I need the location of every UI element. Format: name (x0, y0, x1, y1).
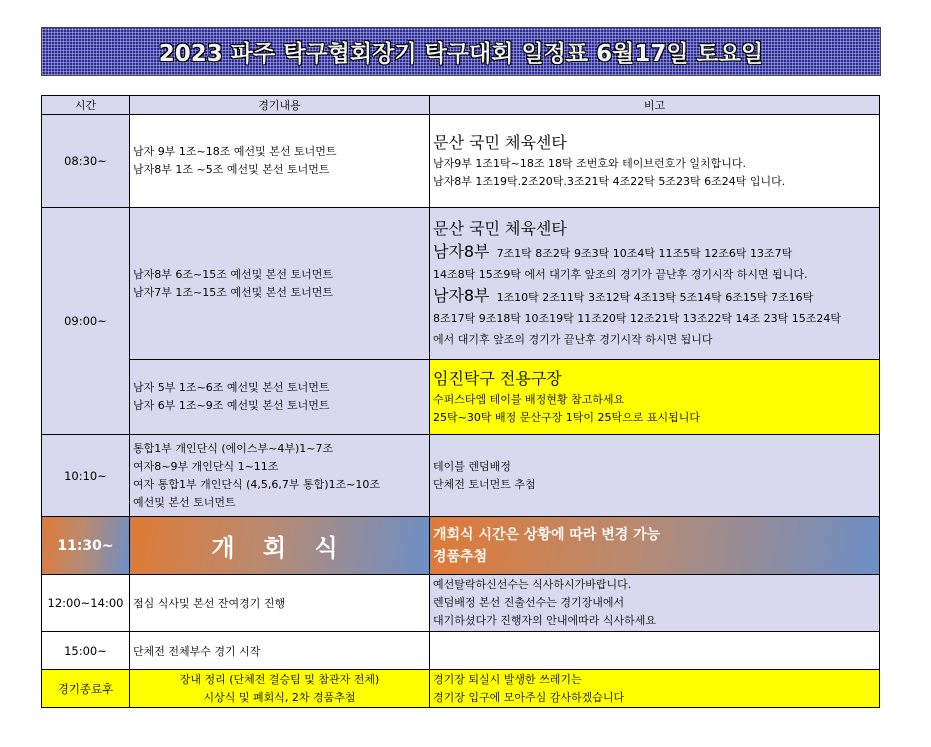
note-line: 대기하셨다가 진행자의 안내에따라 식사하세요 (433, 614, 657, 627)
time-cell: 12:00~14:00 (42, 575, 130, 632)
note-line: 7조1탁 8조2탁 9조3탁 10조4탁 11조5탁 12조6탁 13조7탁 (496, 247, 793, 260)
header-time: 시간 (42, 96, 130, 115)
content-line: 여자8~9부 개인단식 1~11조 (133, 459, 279, 473)
note-line: 14조8탁 15조9탁 에서 대기후 앞조의 경기가 끝난후 경기시작 하시면 됩니다. (433, 268, 808, 281)
content-line: 남자8부 6조~15조 예선및 본선 토너먼트 (133, 267, 333, 281)
page-title: 2023 파주 탁구협회장기 탁구대회 일정표 6월17일 토요일 (158, 41, 764, 67)
content-cell (130, 115, 430, 208)
note-cell (430, 208, 880, 360)
note-line: 남자8부 1조19탁.2조20탁.3조21탁 4조22탁 5조23탁 6조24탁 입니다. (433, 175, 786, 188)
time-cell: 10:10~ (42, 435, 130, 517)
header-row (42, 96, 880, 115)
note-line: 테이블 렌덤배정 (433, 459, 511, 473)
content-line: 남자8부 1조 ~5조 예선및 본선 토너먼트 (133, 163, 330, 176)
table-row (42, 575, 880, 632)
note-line: 렌덤배정 본선 진출선수는 경기장내에서 (433, 596, 625, 609)
table-row (42, 208, 880, 360)
table-row (42, 115, 880, 208)
content-cell (130, 208, 430, 360)
note-line: 단체전 토너먼트 추첨 (433, 477, 536, 491)
opening-ceremony: 개 회 식 (130, 517, 430, 575)
header-content: 경기내용 (130, 96, 430, 115)
time-cell: 경기종료후 (42, 670, 130, 708)
table-row (42, 360, 880, 435)
note-cell (430, 435, 880, 517)
content-cell (130, 670, 430, 708)
content-cell (130, 435, 430, 517)
note-cell (430, 517, 880, 575)
content-line: 남자 6부 1조~9조 예선및 본선 토너먼트 (133, 399, 330, 412)
content-line: 남자 5부 1조~6조 예선및 본선 토너먼트 (133, 381, 330, 394)
header-note: 비고 (430, 96, 880, 115)
table-row (42, 517, 880, 575)
note-line: 경기장 입구에 모아주심 감사하겠습니다 (433, 690, 625, 704)
time-cell: 08:30~ (42, 115, 130, 208)
content-cell: 점심 식사및 본선 잔여경기 진행 (130, 575, 430, 632)
time-cell: 11:30~ (42, 517, 130, 575)
division-label: 남자8부 (433, 242, 490, 261)
note-line: 8조17탁 9조18탁 10조19탁 11조20탁 12조21탁 13조22탁 14조 23탁 15조24탁 (433, 312, 841, 325)
note-cell (430, 632, 880, 670)
table-row (42, 435, 880, 517)
note-line: 개회식 시간은 상황에 따라 변경 가능 (433, 526, 661, 543)
time-cell: 09:00~ (42, 208, 130, 435)
content-cell: 단체전 전체부수 경기 시작 (130, 632, 430, 670)
venue-title: 임진탁구 전용구장 (433, 369, 562, 388)
content-line: 남자7부 1조~15조 예선및 본선 토너먼트 (133, 285, 333, 299)
note-line: 1조10탁 2조11탁 3조12탁 4조13탁 5조14탁 6조15탁 7조16탁 (496, 291, 814, 304)
table-row (42, 632, 880, 670)
division-label: 남자8부 (433, 286, 490, 305)
note-cell (430, 360, 880, 435)
note-cell (430, 575, 880, 632)
content-cell (130, 360, 430, 435)
note-cell (430, 670, 880, 708)
content-line: 통합1부 개인단식 (에이스부~4부)1~7조 (133, 441, 334, 455)
note-line: 경기장 퇴실시 발생한 쓰레기는 (433, 672, 582, 686)
content-line: 예선및 본선 토너먼트 (133, 495, 236, 509)
venue-title: 문산 국민 체육센타 (433, 219, 567, 238)
note-line: 경품추첨 (433, 548, 488, 565)
note-line: 에서 대기후 앞조의 경기가 끝난후 경기시작 하시면 됩니다 (433, 333, 713, 346)
venue-title: 문산 국민 체육센타 (433, 133, 567, 152)
note-line: 25탁~30탁 배정 문산구장 1탁이 25탁으로 표시됩니다 (433, 411, 700, 424)
content-line: 장내 정리 (단체전 결승팀 및 참관자 전체) (179, 672, 380, 686)
content-line: 남자 9부 1조~18조 예선및 본선 토너먼트 (133, 145, 337, 158)
content-line: 여자 통합1부 개인단식 (4,5,6,7부 통합)1조~10조 (133, 477, 381, 491)
table-row (42, 670, 880, 708)
content-line: 시상식 및 폐회식, 2차 경품추첨 (203, 690, 356, 704)
title-banner (41, 27, 881, 76)
note-cell (430, 115, 880, 208)
note-line: 예선탈락하신선수는 식사하시가바랍니다. (433, 578, 632, 591)
schedule-table (41, 95, 880, 708)
time-cell: 15:00~ (42, 632, 130, 670)
note-line: 남자9부 1조1탁~18조 18탁 조번호와 테이브런호가 일치합니다. (433, 157, 746, 170)
note-line: 수퍼스타엡 테이블 배정현황 참고하세요 (433, 393, 625, 406)
